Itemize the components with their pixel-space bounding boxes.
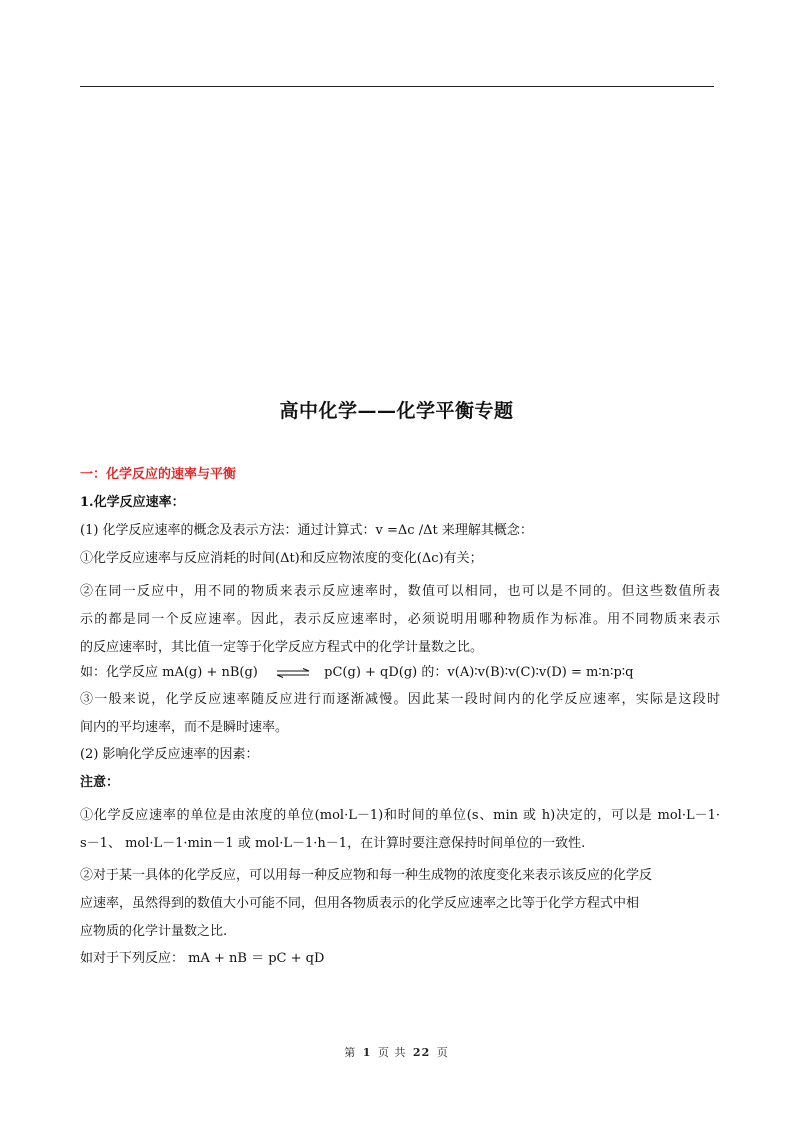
- example-reactants: 如：化学反应 mA(g) + nB(g): [80, 665, 258, 680]
- note-2-line-3: 应物质的化学计量数之比.: [80, 924, 228, 939]
- footer-middle: 页 共: [377, 1046, 407, 1059]
- note-1-line-1: ①化学反应速率的单位是由浓度的单位(mol·L－1)和时间的单位(s、min 或 h)决定的，可以是 mol·L－1·: [80, 808, 720, 823]
- subsection-heading: 1.化学反应速率：: [80, 495, 185, 510]
- note-2-line-2: 应速率，虽然得到的数值大小可能不同，但用各物质表示的化学反应速率之比等于化学方程式中相: [80, 896, 640, 911]
- footer-page-number: 1: [362, 1046, 372, 1059]
- paragraph-point-3: [80, 686, 720, 742]
- example-ratio: 的：v(A)∶v(B)∶v(C)∶v(D) = m∶n∶p∶q: [421, 665, 634, 680]
- footer-total-pages: 22: [412, 1046, 431, 1059]
- document-title: 高中化学——化学平衡专题: [279, 400, 514, 422]
- footer-prefix: 第: [344, 1046, 357, 1059]
- paragraph-point-2-line-3: 的反应速率时，其比值一定等于化学反应方程式中的化学计量数之比。: [80, 640, 484, 655]
- header-rule: [80, 86, 714, 87]
- paragraph-definition: (1) 化学反应速率的概念及表示方法：通过计算式：v =Δc /Δt 来理解其概念：: [80, 523, 533, 538]
- note-3: 如对于下列反应： mA + nB ＝ pC + qD: [80, 951, 325, 966]
- example-products: pC(g) + qD(g): [324, 665, 418, 680]
- note-2: [80, 862, 720, 946]
- note-2-line-1: ②对于某一具体的化学反应，可以用每一种反应物和每一种生成物的浓度变化来表示该反应的化学反: [80, 868, 653, 883]
- document-body: [80, 466, 720, 978]
- paragraph-point-1: ①化学反应速率与反应消耗的时间(Δt)和反应物浓度的变化(Δc)有关；: [80, 551, 483, 566]
- note-label: 注意：: [80, 775, 120, 790]
- equilibrium-arrow-icon: [276, 668, 310, 678]
- footer-suffix: 页: [436, 1046, 449, 1059]
- paragraph-point-3-line-1: ③一般来说，化学反应速率随反应进行而逐渐减慢。因此某一段时间内的化学反应速率，实际是这段时: [80, 692, 720, 707]
- paragraph-point-3-line-2: 间内的平均速率，而不是瞬时速率。: [80, 720, 289, 735]
- note-1-line-2: s－1、 mol·L－1·min－1 或 mol·L－1·h－1，在计算时要注意保持时间单位的一致性.: [80, 836, 586, 851]
- paragraph-factors: (2) 影响化学反应速率的因素：: [80, 747, 259, 762]
- paragraph-point-2-line-1: ②在同一反应中，用不同的物质来表示反应速率时，数值可以相同，也可以是不同的。但这些数值所表: [80, 584, 720, 599]
- note-1: [80, 802, 720, 858]
- paragraph-point-2-line-2: 示的都是同一个反应速率。因此，表示反应速率时，必须说明用哪种物质作为标准。用不同物质来表示: [80, 612, 720, 627]
- section-heading: 一：化学反应的速率与平衡: [80, 467, 237, 482]
- page-footer: [0, 1044, 793, 1060]
- paragraph-point-2: [80, 578, 720, 662]
- example-equation: [80, 664, 720, 682]
